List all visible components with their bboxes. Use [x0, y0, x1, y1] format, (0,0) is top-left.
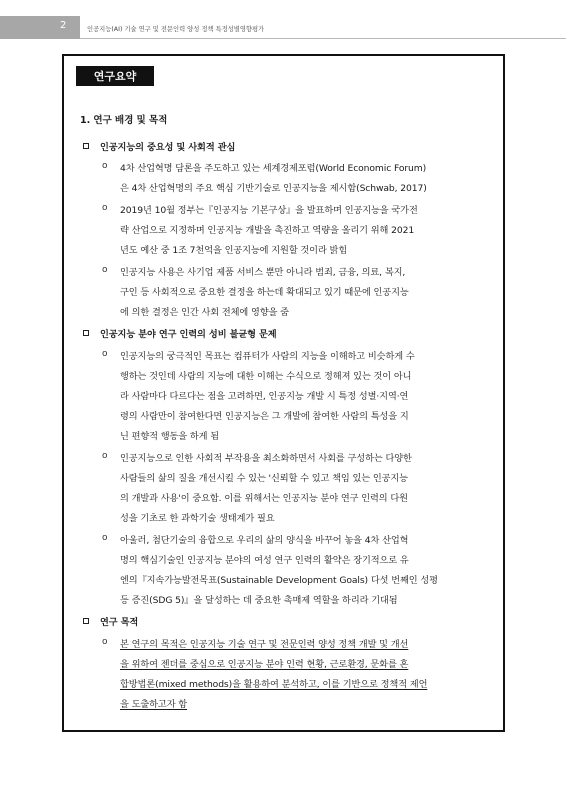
bullet-line: 명의 핵심기술인 인공지능 분야의 여성 연구 인력의 활약은 장기적으로 유	[120, 555, 409, 566]
bullet-marker: o	[102, 533, 108, 543]
bullet-line: 행하는 것인데 사람의 지능에 대한 이해는 수식으로 정해져 있는 것이 아니	[120, 371, 412, 382]
bullet-line: 을 도출하고자 함	[120, 699, 188, 710]
page-number: 2	[60, 20, 67, 31]
subsection-heading: 연구 목적	[100, 617, 139, 628]
bullet-marker: o	[102, 203, 108, 213]
bullet-line: 의 개발과 사용'이 중요함. 이를 위해서는 인공지능 분야 연구 인력의 다원	[120, 493, 408, 504]
bullet-line: 엔의『지속가능발전목표(Sustainable Development Goals) 다섯 번째인 성평	[120, 575, 438, 586]
bullet-line: 인공지능의 궁극적인 목표는 컴퓨터가 사람의 지능을 이해하고 비슷하게 수	[120, 351, 415, 362]
bullet-line: 령의 사람만이 참여한다면 인공지능은 그 개발에 참여한 사람의 특성을 지	[120, 411, 409, 422]
bullet-line: 아울러, 첨단기술의 융합으로 우리의 삶의 양식을 바꾸어 놓을 4차 산업혁	[120, 535, 409, 546]
bullet-marker: o	[102, 161, 108, 171]
bullet-line: 라 사람마다 다르다는 점을 고려하면, 인공지능 개발 시 특정 성별·지역·연	[120, 391, 409, 402]
bullet-line: 4차 산업혁명 담론을 주도하고 있는 세계경제포럼(World Economic Forum)	[120, 163, 427, 174]
running-title: 인공지능(AI) 기술 연구 및 전문인력 양성 정책 특정성별영향평가	[87, 26, 265, 33]
bullet-marker: o	[102, 451, 108, 461]
running-header	[0, 16, 566, 39]
bullet-line: 성을 기초로 한 과학기술 생태계가 필요	[120, 513, 275, 524]
bullet-marker: o	[102, 265, 108, 275]
bullet-line: 에 의한 결정은 인간 사회 전체에 영향을 줌	[120, 307, 289, 318]
square-bullet-icon	[83, 143, 89, 149]
bullet-marker: o	[102, 349, 108, 359]
bullet-line: 년도 예산 중 1조 7천억을 인공지능에 지원할 것이라 밝힘	[120, 245, 348, 256]
square-bullet-icon	[83, 330, 89, 336]
bullet-line: 인공지능 사용은 사기업 제품 서비스 뿐만 아니라 범죄, 금융, 의료, 복지,	[120, 267, 406, 278]
bullet-line: 등 증진(SDG 5)』을 달성하는 데 중요한 촉매제 역할을 하리라 기대됨	[120, 595, 398, 606]
bullet-line: 2019년 10월 정부는『인공지능 기본구상』을 발표하며 인공지능을 국가전	[120, 205, 418, 216]
square-bullet-icon	[83, 618, 89, 624]
bullet-line: 닌 편향적 행동을 하게 됨	[120, 431, 220, 442]
subsection-heading: 인공지능의 중요성 및 사회적 관심	[100, 142, 236, 153]
page-number-tab	[0, 16, 80, 39]
summary-label: 연구요약	[76, 66, 154, 86]
header-rule	[80, 38, 566, 39]
bullet-line: 을 위하여 젠더를 중심으로 인공지능 분야 인력 현황, 근로환경, 문화를 혼	[120, 659, 409, 670]
bullet-line: 인공지능으로 인한 사회적 부작용을 최소화하면서 사회를 구성하는 다양한	[120, 453, 412, 464]
bullet-line: 사람들의 삶의 질을 개선시킬 수 있는 '신뢰할 수 있고 책임 있는 인공지능	[120, 473, 408, 484]
bullet-line: 합방법론(mixed methods)을 활용하여 분석하고, 이를 기반으로 정책적 제언	[120, 679, 428, 690]
bullet-line: 구인 등 사회적으로 중요한 결정을 하는데 확대되고 있기 때문에 인공지능	[120, 287, 409, 298]
bullet-marker: o	[102, 637, 108, 647]
bullet-line: 은 4차 산업혁명의 주요 핵심 기반기술로 인공지능을 제시함(Schwab, 2017)	[120, 183, 427, 194]
bullet-line: 본 연구의 목적은 인공지능 기술 연구 및 전문인력 양성 정책 개발 및 개선	[120, 639, 409, 650]
section-title: 1. 연구 배경 및 목적	[80, 115, 168, 126]
bullet-line: 략 산업으로 지정하며 인공지능 개발을 촉진하고 역량을 올리기 위해 2021	[120, 225, 415, 236]
subsection-heading: 인공지능 분야 연구 인력의 성비 불균형 문제	[100, 329, 277, 340]
